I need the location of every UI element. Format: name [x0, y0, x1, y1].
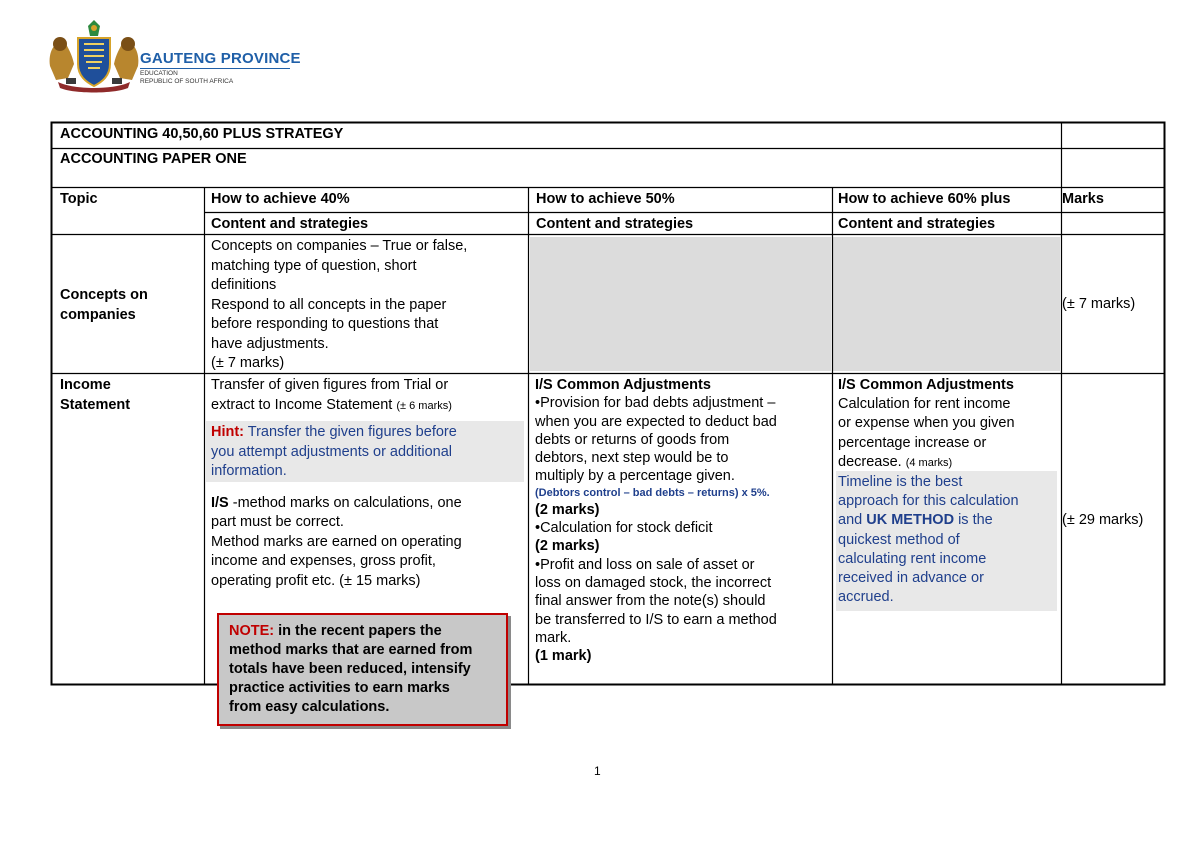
row1-marks: (± 7 marks): [1062, 296, 1136, 312]
subheader-50: Content and strategies: [536, 216, 694, 232]
is-method-block: I/S -method marks on calculations, one part must be correct. Method marks are earned on operating income and expenses, gross profit, operating profit etc. (± 15 marks): [211, 494, 462, 589]
subheader-60: Content and strategies: [838, 216, 996, 232]
row2-content-40: Transfer of given figures from Trial or extract to Income Statement (± 6 marks) Hint: Transfer the given figures before you attempt adjustments or additional information. I/S -method marks on calculations, one part must be correct. Method marks are earned on operating income and expenses, gross profit, operating profit etc. (± 15 marks): [211, 376, 526, 591]
row1-col60-shaded-cell: [833, 237, 1060, 371]
logo-title: GAUTENG PROVINCE: [140, 50, 301, 67]
logo-subtitle-country: REPUBLIC OF SOUTH AFRICA: [140, 78, 234, 85]
row2-marks: (± 29 marks): [1062, 512, 1144, 528]
logo-subtitle-education: EDUCATION: [140, 70, 178, 77]
note-callout: NOTE: in the recent papers the method marks that are earned from totals have been reduced, intensify practice activities to earn marks from easy calculations.: [217, 613, 508, 726]
row2-topic: Income Statement: [60, 377, 131, 413]
col-header-topic: Topic: [60, 191, 98, 207]
page-number: 1: [594, 764, 601, 778]
hint-block: Hint: Transfer the given figures before you attempt adjustments or additional information.: [211, 424, 457, 479]
row1-topic: Concepts on companies: [60, 287, 148, 323]
row1-col50-shaded-cell: [530, 237, 831, 371]
row2-content-50: I/S Common Adjustments •Provision for bad debts adjustment – when you are expected to deduct bad debts or returns of goods from debtors, next step would be to multiply by a percentage given. (Debtors control – bad debts – returns) x 5%. (2 marks) •Calculation for stock deficit (2 marks) •Profit and loss on sale of asset or loss on damaged stock, the incorrect final answer from the note(s) should be transferred to I/S to earn a method mark. (1 mark): [535, 376, 831, 665]
table-title: ACCOUNTING 40,50,60 PLUS STRATEGY: [60, 126, 344, 142]
debtors-formula: (Debtors control – bad debts – returns) x 5%.: [535, 486, 770, 499]
col-header-40: How to achieve 40%: [211, 191, 350, 207]
col-header-60: How to achieve 60% plus: [838, 191, 1011, 207]
row2-content-60: I/S Common Adjustments Calculation for rent income or expense when you given percentage increase or decrease. (4 marks) Timeline is the best approach for this calculation and UK METHOD is the quickest method of calculating rent income received in advance or accrued.: [838, 376, 1060, 607]
coat-of-arms-icon: [44, 18, 144, 94]
timeline-tip: Timeline is the best approach for this calculation and UK METHOD is the quickest method of calculating rent income received in advance or accrued.: [838, 474, 1019, 606]
gauteng-logo: [44, 18, 314, 94]
col-header-marks: Marks: [1062, 191, 1104, 207]
row1-content-40: Concepts on companies – True or false, matching type of question, short definitions Respond to all concepts in the paper before responding to questions that have adjustments. (± 7 marks): [211, 238, 468, 371]
col-header-50: How to achieve 50%: [536, 191, 675, 207]
subheader-40: Content and strategies: [211, 216, 369, 232]
table-subtitle: ACCOUNTING PAPER ONE: [60, 151, 247, 167]
